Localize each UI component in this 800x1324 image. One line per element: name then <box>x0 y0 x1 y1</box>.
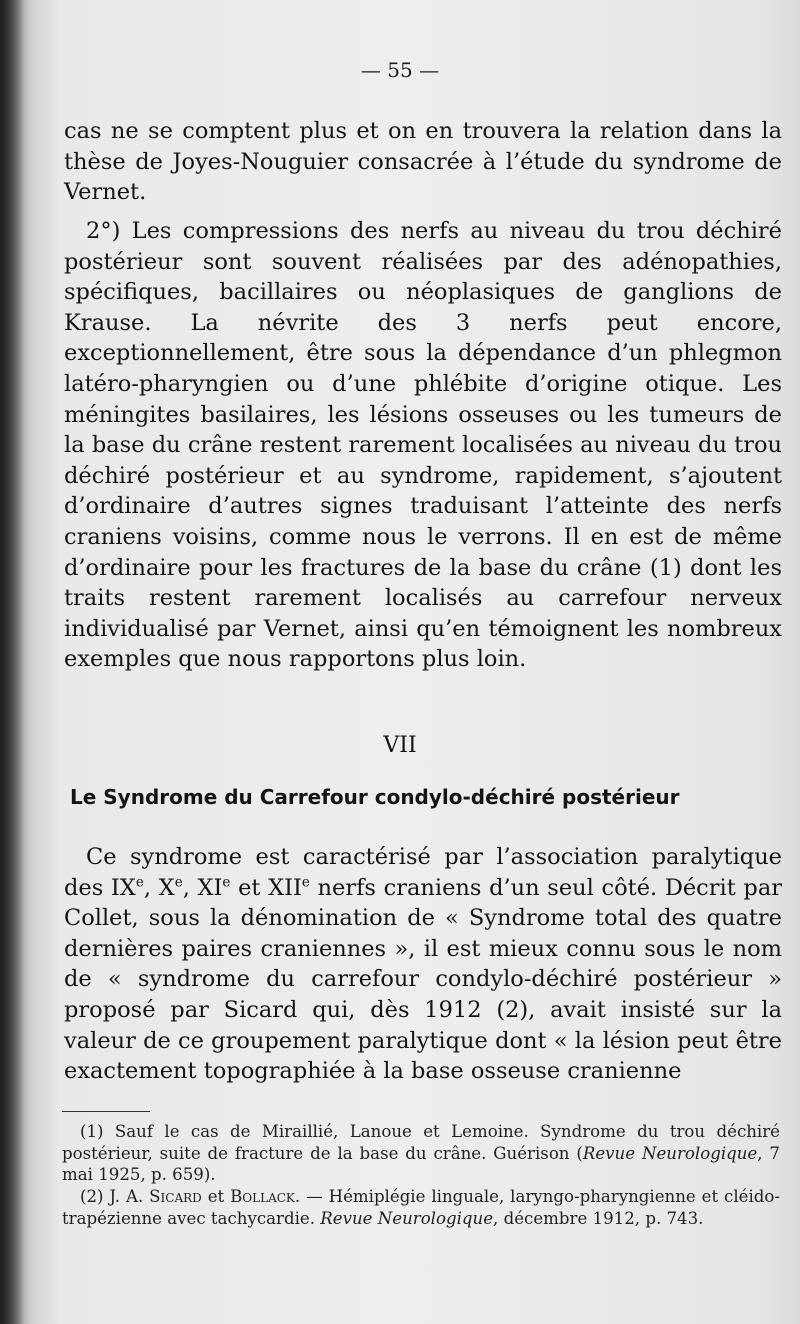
paragraph-syndrome-definition <box>64 842 782 1087</box>
superscript: e <box>135 874 144 891</box>
section-title: Le Syndrome du Carrefour condylo-déchiré postérieur <box>70 785 680 809</box>
paragraph-text: , X <box>143 874 175 901</box>
section-number: VII <box>383 733 417 758</box>
footnote-text: , décembre 1912, p. 743. <box>493 1208 704 1228</box>
author-name: Bollack <box>230 1187 295 1206</box>
superscript: e <box>222 874 231 891</box>
superscript: e <box>174 874 183 891</box>
author-name: Sicard <box>149 1187 202 1206</box>
journal-title: Revue Neurologique <box>582 1143 758 1163</box>
paragraph-text: et XII <box>230 874 302 901</box>
page-number: — 55 — <box>360 58 440 82</box>
paragraph-continuation: cas ne se comptent plus et on en trouvera la relation dans la thèse de Joyes-Nouguier consacrée à l’étude du syndrome de Vernet. <box>64 118 782 206</box>
superscript: e <box>301 874 310 891</box>
paragraph-text: nerfs craniens d’un seul côté. Décrit par Collet, sous la dénomination de « Syndrome total des quatre dernières paires craniennes », il est mieux connu sous le nom de « syndrome du carrefour condylo-déchiré postérieur » proposé par Sicard qui, dès 1912 (2), avait insisté sur la valeur de ce groupement paralytique dont « la lésion peut être exactement topographiée à la base osseuse cranienne <box>64 874 782 1085</box>
footnote-text: , 7 mai 1925, p. 659). <box>62 1143 780 1184</box>
footnote-text: . — Hémiplégie linguale, laryngo-pharyngienne et cléido-trapézienne avec tachycardie. <box>62 1187 780 1228</box>
footnote-divider <box>62 1111 150 1112</box>
journal-title: Revue Neurologique <box>320 1208 494 1228</box>
footnote-2 <box>62 1186 780 1229</box>
paragraph-text: , XI <box>182 874 223 901</box>
paragraph-text: Ce syndrome est caractérisé par l’association paralytique des IX <box>64 844 782 901</box>
paragraph-compressions: 2°) Les compressions des nerfs au niveau du trou déchiré postérieur sont souvent réalisées par des adénopathies, spécifiques, bacillaires ou néoplasiques de ganglions de Krause. La névrite des 3 nerfs peut encore, exceptionnellement, être sous la dépendance d’un phlegmon latéro-pharyngien ou d’une phlébite d’origine otique. Les méningites basilaires, les lésions osseuses ou les tumeurs de la base du crâne restent rarement localisées au niveau du trou déchiré postérieur et au syndrome, rapidement, s’ajoutent d’ordinaire d’autres signes traduisant l’atteinte des nerfs craniens voisins, comme nous le verrons. Il en est de même d’ordinaire pour les fractures de la base du crâne (1) dont les traits restent rarement localisés au carrefour nerveux individualisé par Vernet, ainsi qu’en témoignent les nombreux exemples que nous rapportons plus loin. <box>64 218 782 673</box>
footnote-text: et <box>201 1187 231 1206</box>
footnote-text: (2) J. A. <box>80 1187 150 1206</box>
footnote-text: (1) Sauf le cas de Miraillié, Lanoue et Lemoine. Syndrome du trou déchiré postérieur, suite de fracture de la base du crâne. Guérison ( <box>62 1122 780 1163</box>
footnote-1 <box>62 1121 780 1186</box>
binding-shadow <box>0 0 24 1324</box>
